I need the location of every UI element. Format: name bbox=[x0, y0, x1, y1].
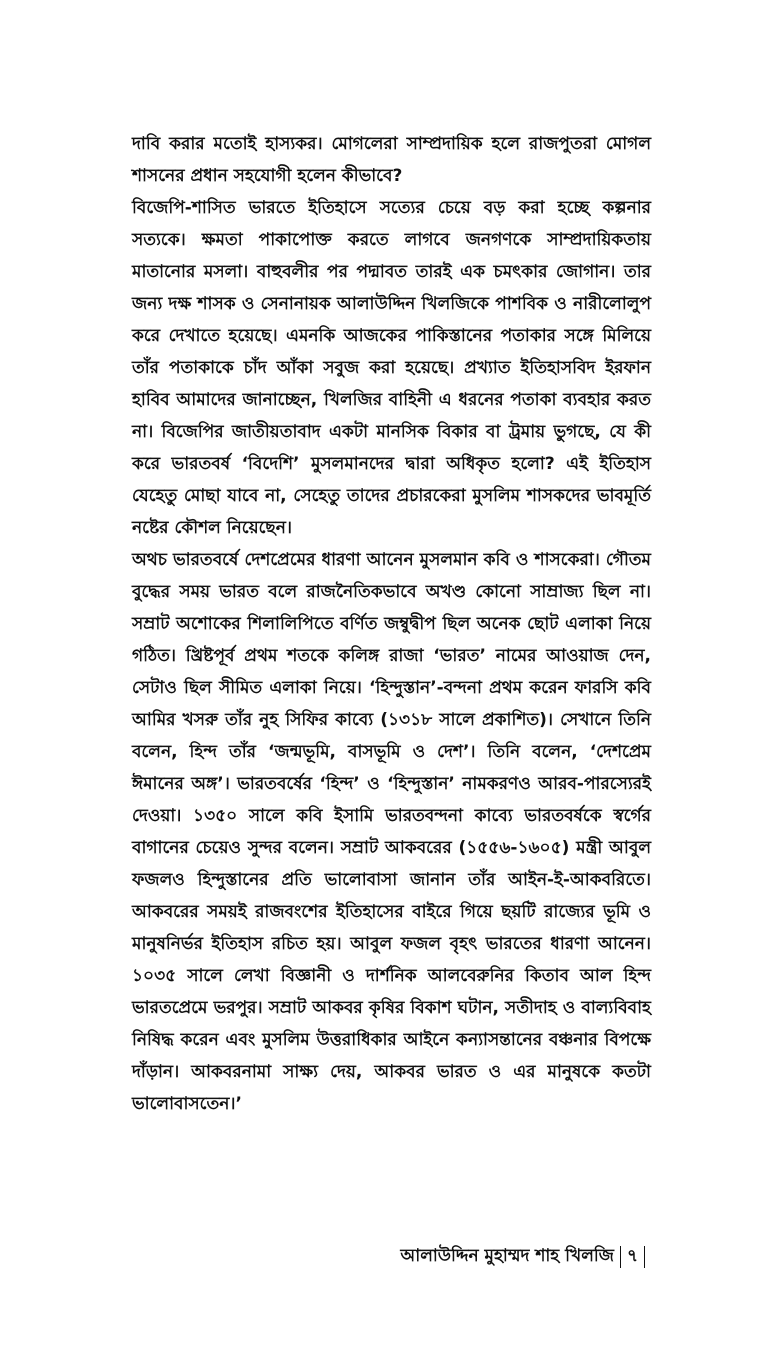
paragraph-bjp-history: বিজেপি-শাসিত ভারতে ইতিহাসে সত্যের চেয়ে বড় করা হচ্ছে কল্পনার সত্যকে। ক্ষমতা পাকাপোক্ত করতে লাগবে জনগণকে সাম্প্রদায়িকতায় মাতানোর মসলা। বাহুবলীর পর পদ্মাবত তারই এক চমৎকার জোগান। তার জন্য দক্ষ শাসক ও সেনানায়ক আলাউদ্দিন খিলজিকে পাশবিক ও নারীলোলুপ করে দেখাতে হয়েছে। এমনকি আজকের পাকিস্তানের পতাকার সঙ্গে মিলিয়ে তাঁর পতাকাকে চাঁদ আঁকা সবুজ করা হয়েছে। প্রখ্যাত ইতিহাসবিদ ইরফান হাবিব আমাদের জানাচ্ছেন, খিলজির বাহিনী এ ধরনের পতাকা ব্যবহার করত না। বিজেপির জাতীয়তাবাদ একটা মানসিক বিকার বা ট্রমায় ভুগছে, যে কী করে ভারতবর্ষ ‘বিদেশি’ মুসলমানদের দ্বারা অধিকৃত হলো? এই ইতিহাস যেহেতু মোছা যাবে না, সেহেতু তাদের প্রচারকেরা মুসলিম শাসকদের ভাবমূর্তি নষ্টের কৌশল নিয়েছেন। bbox=[132, 198, 651, 538]
page-footer bbox=[132, 1240, 651, 1274]
footer-separator-end bbox=[644, 1246, 645, 1268]
page-number: ৭ bbox=[626, 1246, 638, 1266]
paragraph-continuation: দাবি করার মতোই হাস্যকর। মোগলেরা সাম্প্রদায়িক হলে রাজপুতরা মোগল শাসনের প্রধান সহযোগী হলেন কীভাবে? bbox=[132, 134, 651, 186]
paragraph-patriotism: অথচ ভারতবর্ষে দেশপ্রেমের ধারণা আনেন মুসলমান কবি ও শাসকেরা। গৌতম বুদ্ধের সময় ভারত বলে রাজনৈতিকভাবে অখণ্ড কোনো সাম্রাজ্য ছিল না। সম্রাট অশোকের শিলালিপিতে বর্ণিত জম্বুদ্বীপ ছিল অনেক ছোট এলাকা নিয়ে গঠিত। খ্রিষ্টপূর্ব প্রথম শতকে কলিঙ্গ রাজা ‘ভারত’ নামের আওয়াজ দেন, সেটাও ছিল সীমিত এলাকা নিয়ে। ‘হিন্দুস্তান’-বন্দনা প্রথম করেন ফারসি কবি আমির খসরু তাঁর নুহ সিফির কাব্যে (১৩১৮ সালে প্রকাশিত)। সেখানে তিনি বলেন, হিন্দ তাঁর ‘জন্মভূমি, বাসভূমি ও দেশ’। তিনি বলেন, ‘দেশপ্রেম ঈমানের অঙ্গ’। ভারতবর্ষের ‘হিন্দ’ ও ‘হিন্দুস্তান’ নামকরণও আরব-পারস্যেরই দেওয়া। ১৩৫০ সালে কবি ইসামি ভারতবন্দনা কাব্যে ভারতবর্ষকে স্বর্গের বাগানের চেয়েও সুন্দর বলেন। সম্রাট আকবরের (১৫৫৬-১৬০৫) মন্ত্রী আবুল ফজলও হিন্দুস্তানের প্রতি ভালোবাসা জানান তাঁর আইন-ই-আকবরিতে। আকবরের সময়ই রাজবংশের ইতিহাসের বাইরে গিয়ে ছয়টি রাজ্যের ভূমি ও মানুষনির্ভর ইতিহাস রচিত হয়। আবুল ফজল বৃহৎ ভারতের ধারণা আনেন। ১০৩৫ সালে লেখা বিজ্ঞানী ও দার্শনিক আলবেরুনির কিতাব আল হিন্দ ভারতপ্রেমে ভরপুর। সম্রাট আকবর কৃষির বিকাশ ঘটান, সতীদাহ ও বাল্যবিবাহ নিষিদ্ধ করেন এবং মুসলিম উত্তরাধিকার আইনে কন্যাসন্তানের বঞ্চনার বিপক্ষে দাঁড়ান। আকবরনামা সাক্ষ্য দেয়, আকবর ভারত ও এর মানুষকে কতটা ভালোবাসতেন।’ bbox=[132, 550, 651, 1114]
running-title: আলাউদ্দিন মুহাম্মদ শাহ খিলজি bbox=[400, 1246, 614, 1266]
footer-separator bbox=[620, 1246, 621, 1268]
body-text bbox=[132, 128, 651, 1120]
